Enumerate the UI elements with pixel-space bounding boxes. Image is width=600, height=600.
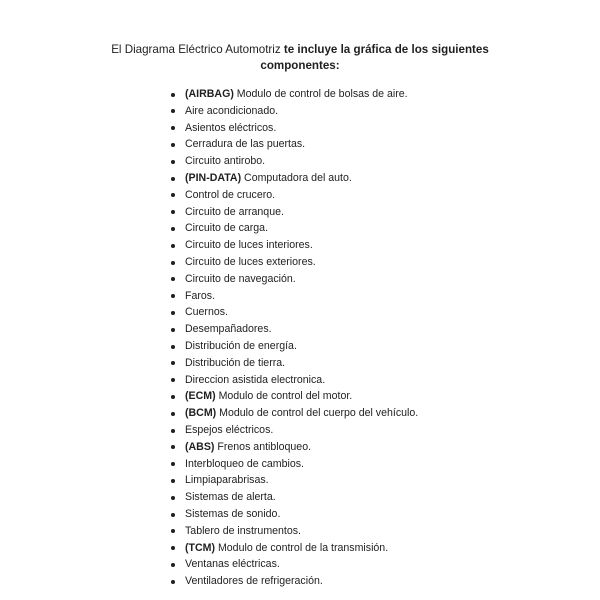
bullet-icon <box>171 479 175 483</box>
component-text: Limpiaparabrisas. <box>185 474 269 487</box>
list-item <box>169 405 418 422</box>
component-text: Frenos antibloqueo. <box>217 440 312 453</box>
bullet-icon <box>171 177 175 181</box>
bullet-icon <box>171 210 175 214</box>
list-item <box>169 271 418 288</box>
bullet-icon <box>171 160 175 164</box>
list-item <box>169 506 418 523</box>
component-text: Circuito de arranque. <box>185 205 284 218</box>
component-text: Circuito de luces exteriores. <box>185 255 316 268</box>
list-item <box>169 86 418 103</box>
list-item <box>169 388 418 405</box>
bullet-icon <box>171 345 175 349</box>
bullet-icon <box>171 513 175 517</box>
list-item <box>169 170 418 187</box>
bullet-icon <box>171 395 175 399</box>
component-text: Ventanas eléctricas. <box>185 558 280 571</box>
component-text: Espejos eléctricos. <box>185 423 274 436</box>
bullet-icon <box>171 244 175 248</box>
component-text: Direccion asistida electronica. <box>185 373 326 386</box>
component-text: Aire acondicionado. <box>185 104 279 117</box>
list-item <box>169 456 418 473</box>
component-abbr: (ECM) <box>185 390 216 403</box>
list-item <box>169 288 418 305</box>
list-item <box>169 422 418 439</box>
bullet-icon <box>171 429 175 433</box>
intro-bold-line1: te incluye la gráfica de los siguientes <box>283 43 489 56</box>
component-text: Circuito de navegación. <box>185 272 296 285</box>
list-item <box>169 338 418 355</box>
list-item <box>169 136 418 153</box>
bullet-icon <box>171 193 175 197</box>
component-text: Modulo de control del cuerpo del vehículo. <box>219 407 419 420</box>
bullet-icon <box>171 361 175 365</box>
list-item <box>169 523 418 540</box>
component-list <box>169 86 418 590</box>
component-abbr: (TCM) <box>185 541 216 554</box>
component-text: Tablero de instrumentos. <box>185 524 302 537</box>
bullet-icon <box>171 311 175 315</box>
bullet-icon <box>171 294 175 298</box>
list-item <box>169 489 418 506</box>
component-text: Desempañadores. <box>185 323 272 336</box>
bullet-icon <box>171 261 175 265</box>
component-text: Circuito antirobo. <box>185 155 266 168</box>
list-item <box>169 472 418 489</box>
bullet-icon <box>171 412 175 416</box>
component-text: Circuito de luces interiores. <box>185 239 313 252</box>
intro-paragraph <box>0 42 600 74</box>
bullet-icon <box>171 462 175 466</box>
component-text: Modulo de control de la transmisión. <box>217 541 389 554</box>
list-item <box>169 439 418 456</box>
bullet-icon <box>171 378 175 382</box>
component-text: Computadora del auto. <box>244 171 352 184</box>
component-text: Ventiladores de refrigeración. <box>185 575 323 588</box>
component-text: Faros. <box>185 289 216 302</box>
bullet-icon <box>171 109 175 113</box>
component-text: Interbloqueo de cambios. <box>185 457 304 470</box>
bullet-icon <box>171 580 175 584</box>
component-text: Sistemas de sonido. <box>185 507 281 520</box>
component-text: Cuernos. <box>185 306 228 319</box>
bullet-icon <box>171 126 175 130</box>
list-item <box>169 573 418 590</box>
list-item <box>169 120 418 137</box>
list-item <box>169 556 418 573</box>
component-abbr: (PIN-DATA) <box>185 171 242 184</box>
component-text: Circuito de carga. <box>185 222 269 235</box>
list-item <box>169 237 418 254</box>
bullet-icon <box>171 529 175 533</box>
intro-prefix: El Diagrama Eléctrico Automotriz <box>111 43 281 56</box>
component-abbr: (ABS) <box>185 440 215 453</box>
component-text: Sistemas de alerta. <box>185 491 276 504</box>
list-item <box>169 220 418 237</box>
component-abbr: (AIRBAG) <box>185 88 234 100</box>
list-item <box>169 204 418 221</box>
component-text: Cerradura de las puertas. <box>185 138 306 151</box>
list-item <box>169 372 418 389</box>
list-item <box>169 103 418 120</box>
bullet-icon <box>171 277 175 281</box>
list-item <box>169 321 418 338</box>
list-item <box>169 187 418 204</box>
bullet-icon <box>171 227 175 231</box>
bullet-icon <box>171 445 175 449</box>
component-text: Modulo de control de bolsas de aire. <box>236 88 408 100</box>
list-item <box>169 153 418 170</box>
component-text: Control de crucero. <box>185 188 276 201</box>
component-text: Distribución de tierra. <box>185 356 286 369</box>
bullet-icon <box>171 546 175 550</box>
bullet-icon <box>171 496 175 500</box>
list-item <box>169 254 418 271</box>
list-item <box>169 355 418 372</box>
list-item <box>169 304 418 321</box>
component-text: Asientos eléctricos. <box>185 121 277 134</box>
component-abbr: (BCM) <box>185 407 217 420</box>
list-item <box>169 540 418 557</box>
component-text: Modulo de control del motor. <box>218 390 353 403</box>
intro-bold-line2: componentes: <box>260 59 340 72</box>
bullet-icon <box>171 328 175 332</box>
bullet-icon <box>171 563 175 567</box>
intro-line-1 <box>0 42 600 58</box>
component-text: Distribución de energía. <box>185 339 297 352</box>
bullet-icon <box>171 93 175 97</box>
bullet-icon <box>171 143 175 147</box>
